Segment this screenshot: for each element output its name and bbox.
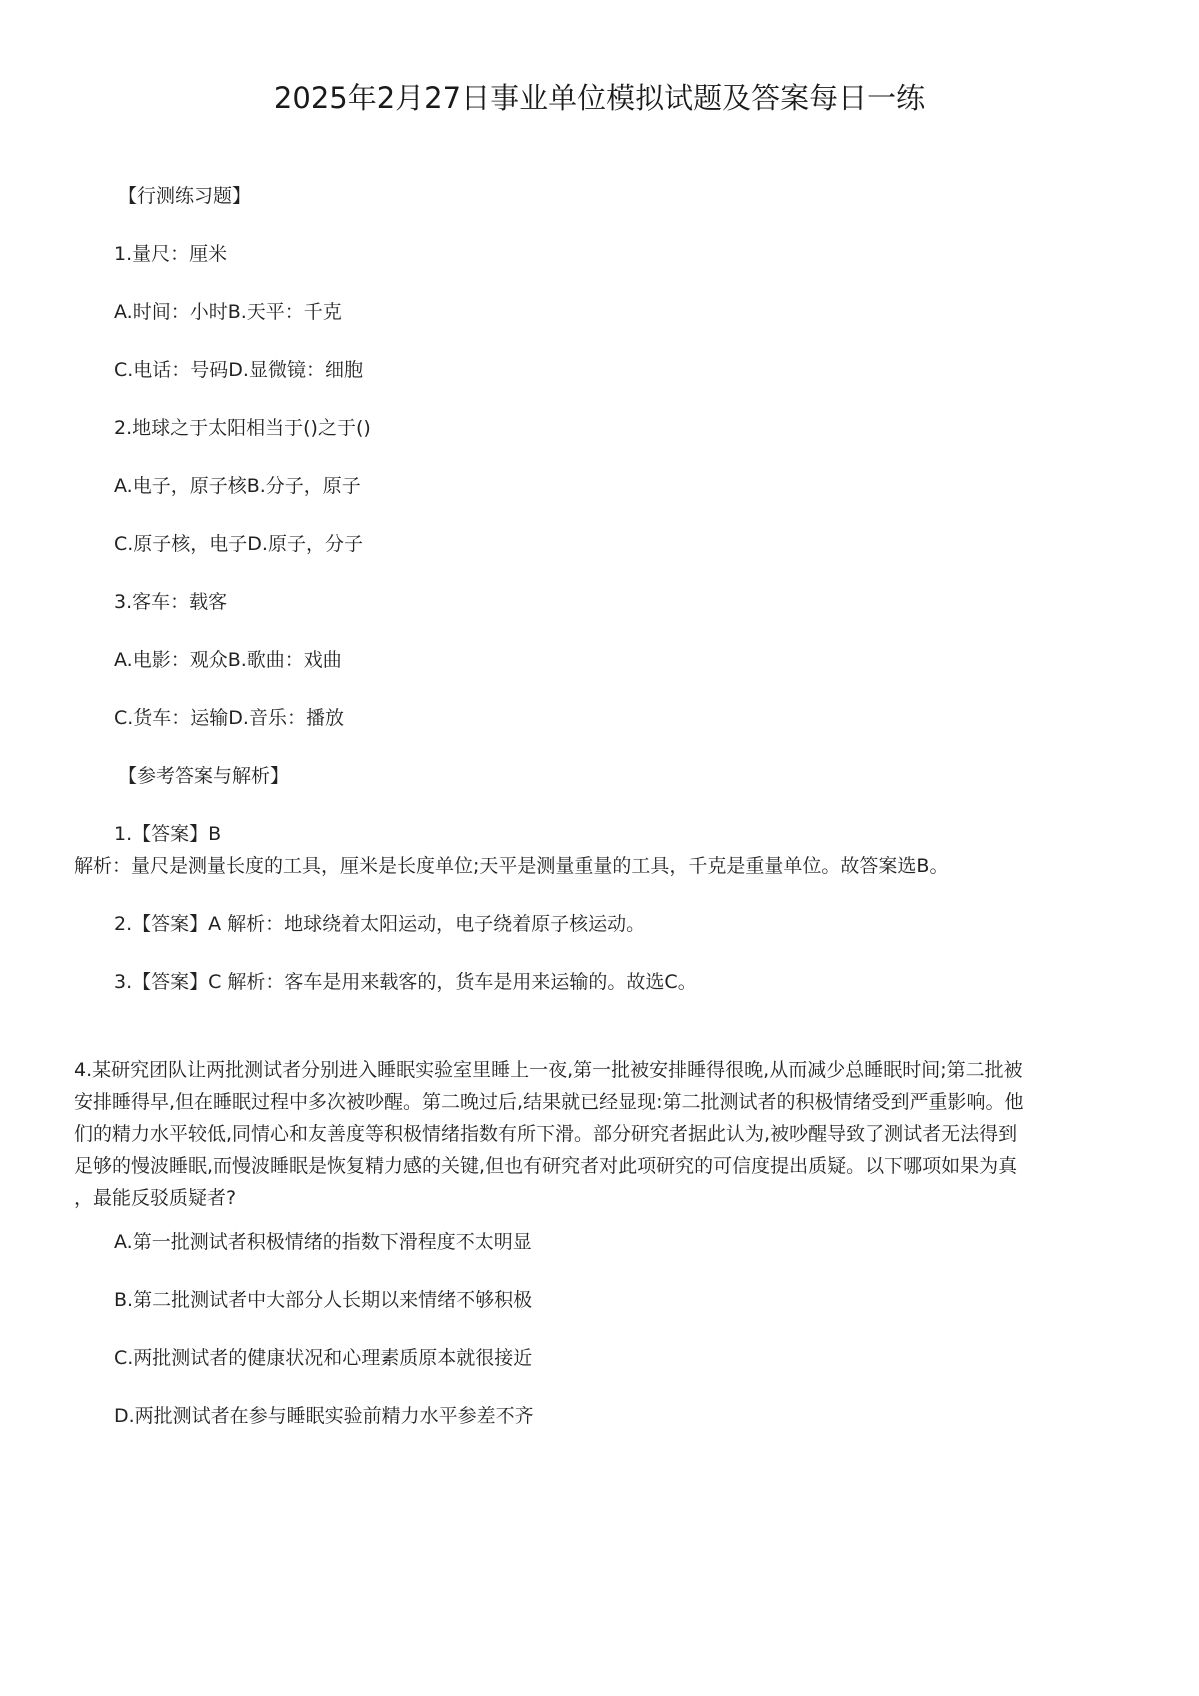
question-2-stem: 2.地球之于太阳相当于()之于() — [114, 417, 371, 439]
section-heading-exercises: 【行测练习题】 — [118, 185, 252, 207]
question-2-options-ab: A.电子，原子核B.分子，原子 — [114, 475, 361, 497]
answer-2: 2.【答案】A 解析：地球绕着太阳运动，电子绕着原子核运动。 — [114, 913, 646, 935]
question-3-options-ab: A.电影：观众B.歌曲：戏曲 — [114, 649, 342, 671]
section-heading-answers: 【参考答案与解析】 — [118, 765, 290, 787]
answer-1-head: 1.【答案】B — [114, 823, 222, 845]
question-3-stem: 3.客车：载客 — [114, 591, 228, 613]
question-1-options-cd: C.电话：号码D.显微镜：细胞 — [114, 359, 363, 381]
question-4-stem-line: 足够的慢波睡眠,而慢波睡眠是恢复精力感的关键,但也有研究者对此项研究的可信度提出质疑。以下哪项如果为真 — [74, 1155, 1018, 1177]
question-4-stem — [74, 1054, 1134, 1214]
question-4-stem-line: ，最能反驳质疑者? — [74, 1187, 237, 1209]
question-2-options-cd: C.原子核，电子D.原子，分子 — [114, 533, 363, 555]
page-title: 2025年2月27日事业单位模拟试题及答案每日一练 — [273, 81, 926, 115]
question-4-option-a: A.第一批测试者积极情绪的指数下滑程度不太明显 — [114, 1231, 532, 1253]
question-4-stem-line: 4.某研究团队让两批测试者分别进入睡眠实验室里睡上一夜,第一批被安排睡得很晚,从而减少总睡眠时间;第二批被 — [74, 1059, 1023, 1081]
question-3-options-cd: C.货车：运输D.音乐：播放 — [114, 707, 344, 729]
question-4-option-b: B.第二批测试者中大部分人长期以来情绪不够积极 — [114, 1289, 533, 1311]
question-4-stem-line: 安排睡得早,但在睡眠过程中多次被吵醒。第二晚过后,结果就已经显现:第二批测试者的积极情绪受到严重影响。他 — [74, 1091, 1024, 1113]
answer-1-explanation: 解析：量尺是测量长度的工具，厘米是长度单位;天平是测量重量的工具，千克是重量单位。故答案选B。 — [74, 855, 949, 877]
question-4-stem-line: 们的精力水平较低,同情心和友善度等积极情绪指数有所下滑。部分研究者据此认为,被吵醒导致了测试者无法得到 — [74, 1123, 1018, 1145]
question-1-stem: 1.量尺：厘米 — [114, 243, 228, 265]
question-4-option-d: D.两批测试者在参与睡眠实验前精力水平参差不齐 — [114, 1405, 534, 1427]
question-4-option-c: C.两批测试者的健康状况和心理素质原本就很接近 — [114, 1347, 533, 1369]
answer-3: 3.【答案】C 解析：客车是用来载客的，货车是用来运输的。故选C。 — [114, 971, 697, 993]
question-1-options-ab: A.时间：小时B.天平：千克 — [114, 301, 342, 323]
